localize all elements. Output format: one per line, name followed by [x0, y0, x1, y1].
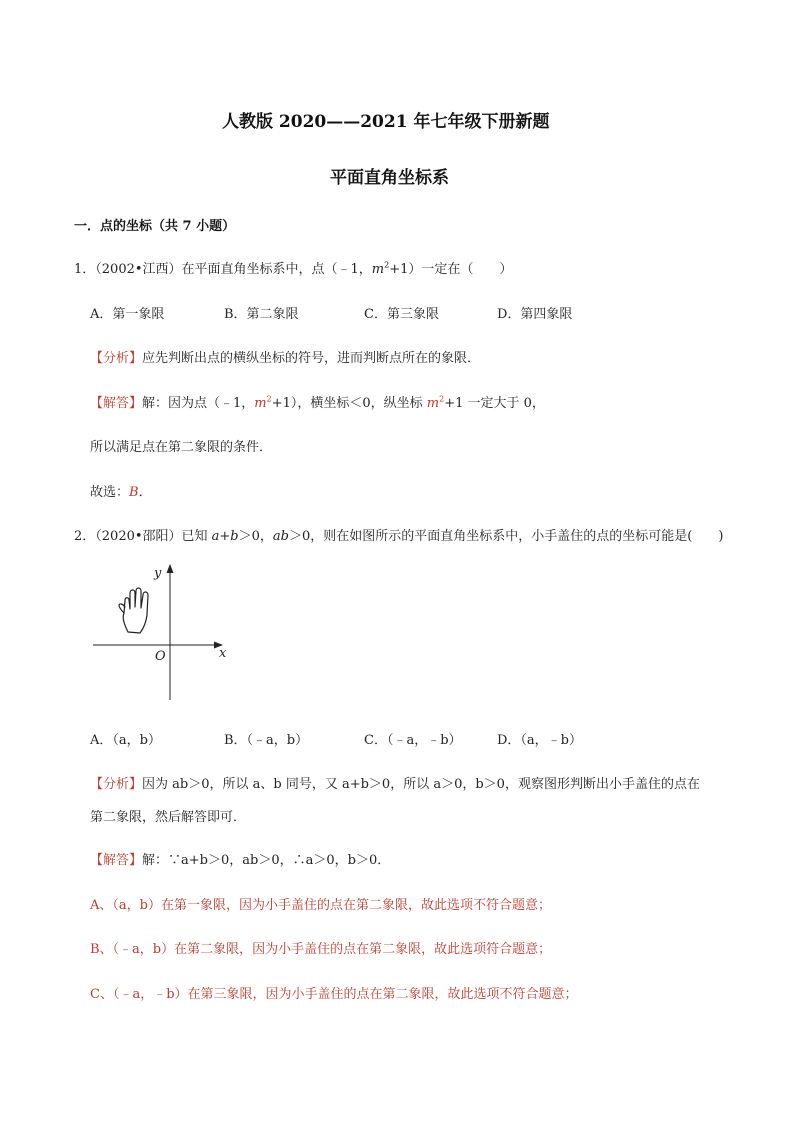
q1-answer-line-2: 所以满足点在第二象限的条件． — [90, 440, 273, 455]
q2-option-d: D．（a，﹣b） — [497, 733, 582, 748]
hand-icon — [119, 588, 148, 633]
q2-option-b: B．（﹣a，b） — [224, 733, 309, 748]
question-2-stem-a: 2．（2020•邵阳）已知 — [74, 529, 212, 544]
exponent: 2 — [266, 394, 272, 404]
q1-option-d: D．第四象限 — [497, 307, 573, 322]
q2-answer — [90, 849, 390, 868]
origin-label: O — [155, 649, 166, 664]
answer-text-b: +1），横坐标＜0，纵坐标 — [271, 396, 427, 411]
answer-tag: 【解答】 — [90, 396, 143, 411]
answer-text-c: +1 一定大于 0， — [444, 396, 545, 411]
variable-m: m — [254, 396, 267, 411]
variable-m: m — [371, 262, 385, 277]
q2-option-c: C．（﹣a，﹣b） — [364, 733, 462, 748]
q2-line-c: C、（﹣a，﹣b）在第三象限，因为小手盖住的点在第二象限，故此选项不符合题意； — [90, 987, 578, 1002]
section-heading: 一．点的坐标（共 7 小题） — [74, 219, 236, 234]
q2-analysis — [90, 773, 700, 792]
y-axis-arrow — [167, 564, 174, 573]
question-1-stem-text-b: +1）一定在（ ） — [389, 262, 513, 277]
q1-option-b: B．第二象限 — [224, 307, 299, 322]
answer-text: 解：∵a+b＞0，ab＞0，∴a＞0，b＞0． — [142, 853, 391, 868]
q2-line-b: B、（﹣a，b）在第二象限，因为小手盖住的点在第二象限，故此选项符合题意； — [90, 942, 552, 957]
exponent: 2 — [439, 394, 445, 404]
choice-prefix: 故选： — [90, 485, 130, 500]
analysis-text: 应先判断出点的横纵坐标的符号，进而判断点所在的象限． — [142, 351, 481, 366]
exponent: 2 — [384, 260, 390, 270]
question-2-stem — [74, 525, 723, 544]
choice-letter: B — [129, 485, 139, 500]
q2-analysis-line-2: 第二象限，然后解答即可． — [90, 810, 247, 825]
document-title: 人教版 2020——2021 年七年级下册新题 — [222, 112, 550, 132]
answer-text-a: 解：因为点（﹣1， — [142, 396, 255, 411]
answer-tag: 【解答】 — [90, 853, 143, 868]
analysis-text-1: 因为 ab＞0，所以 a、b 同号，又 a+b＞0，所以 a＞0，b＞0，观察图形判断出小手盖住的点在 — [142, 777, 700, 792]
q1-option-a: A．第一象限 — [90, 307, 165, 322]
coordinate-figure — [88, 560, 238, 705]
analysis-tag: 【分析】 — [90, 777, 143, 792]
document-subtitle: 平面直角坐标系 — [330, 168, 449, 188]
q2-line-a: A、（a，b）在第一象限，因为小手盖住的点在第二象限，故此选项不符合题意； — [90, 898, 551, 913]
analysis-tag: 【分析】 — [90, 351, 143, 366]
question-2-stem-c: ＞0， — [238, 529, 273, 544]
expression-a-plus-b: a+b — [211, 529, 239, 544]
y-axis-label: y — [154, 566, 162, 581]
expression-ab: ab — [272, 529, 289, 544]
q2-option-a: A．（a，b） — [90, 733, 161, 748]
q1-choice: 故选：B． — [90, 485, 152, 500]
question-2-stem-e: ＞0，则在如图所示的平面直角坐标系中，小手盖住的点的坐标可能是( ) — [288, 529, 724, 544]
question-1-stem — [74, 258, 512, 277]
question-1-stem-text-a: 1．（2002•江西）在平面直角坐标系中，点（﹣1， — [74, 262, 372, 277]
q1-answer — [90, 392, 545, 411]
x-axis-label: x — [219, 646, 227, 661]
variable-m: m — [426, 396, 440, 411]
q1-option-c: C．第三象限 — [364, 307, 439, 322]
q1-analysis — [90, 347, 480, 366]
